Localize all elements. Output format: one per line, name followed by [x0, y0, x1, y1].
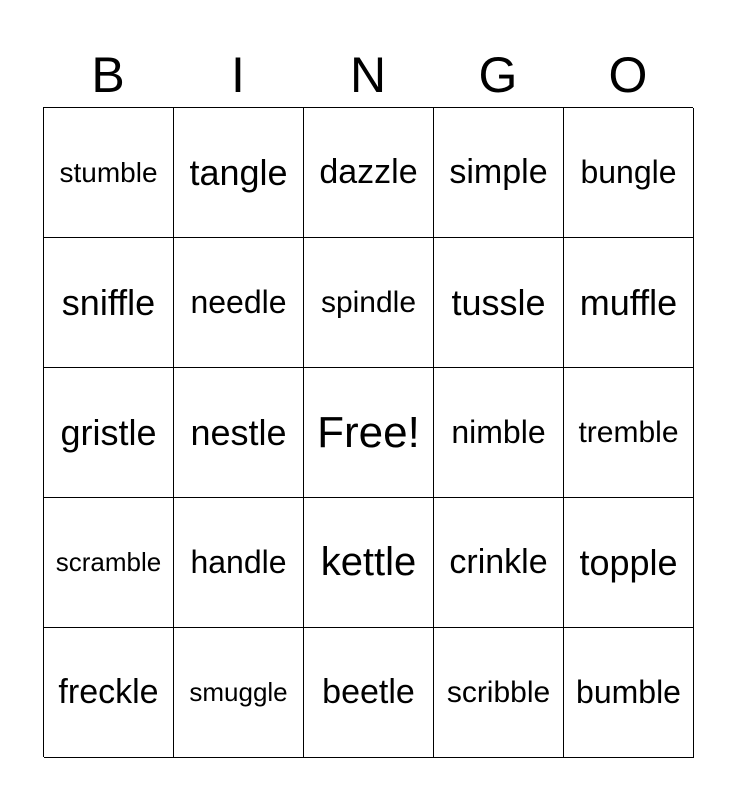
bingo-cell[interactable]: gristle: [44, 368, 174, 498]
header-letter-b: B: [91, 47, 125, 103]
bingo-cell[interactable]: scramble: [44, 498, 174, 628]
bingo-board: [43, 107, 693, 757]
bingo-cell[interactable]: smuggle: [174, 628, 304, 758]
bingo-header: [43, 44, 693, 106]
bingo-cell[interactable]: tussle: [434, 238, 564, 368]
bingo-cell[interactable]: dazzle: [304, 108, 434, 238]
bingo-cell[interactable]: simple: [434, 108, 564, 238]
bingo-cell[interactable]: topple: [564, 498, 694, 628]
bingo-cell[interactable]: stumble: [44, 108, 174, 238]
bingo-cell[interactable]: sniffle: [44, 238, 174, 368]
bingo-cell[interactable]: nestle: [174, 368, 304, 498]
bingo-cell[interactable]: bungle: [564, 108, 694, 238]
header-letter-i: I: [231, 47, 245, 103]
bingo-cell[interactable]: muffle: [564, 238, 694, 368]
bingo-cell[interactable]: scribble: [434, 628, 564, 758]
header-letter-n: N: [349, 47, 387, 103]
bingo-cell[interactable]: tangle: [174, 108, 304, 238]
header-letter-o: O: [608, 47, 648, 103]
bingo-cell[interactable]: kettle: [304, 498, 434, 628]
bingo-cell[interactable]: tremble: [564, 368, 694, 498]
header-letter-g: G: [478, 47, 518, 103]
free-space-cell[interactable]: Free!: [304, 368, 434, 498]
bingo-cell[interactable]: bumble: [564, 628, 694, 758]
bingo-cell[interactable]: spindle: [304, 238, 434, 368]
bingo-cell[interactable]: needle: [174, 238, 304, 368]
bingo-cell[interactable]: nimble: [434, 368, 564, 498]
bingo-cell[interactable]: freckle: [44, 628, 174, 758]
bingo-cell[interactable]: handle: [174, 498, 304, 628]
bingo-cell[interactable]: beetle: [304, 628, 434, 758]
bingo-cell[interactable]: crinkle: [434, 498, 564, 628]
